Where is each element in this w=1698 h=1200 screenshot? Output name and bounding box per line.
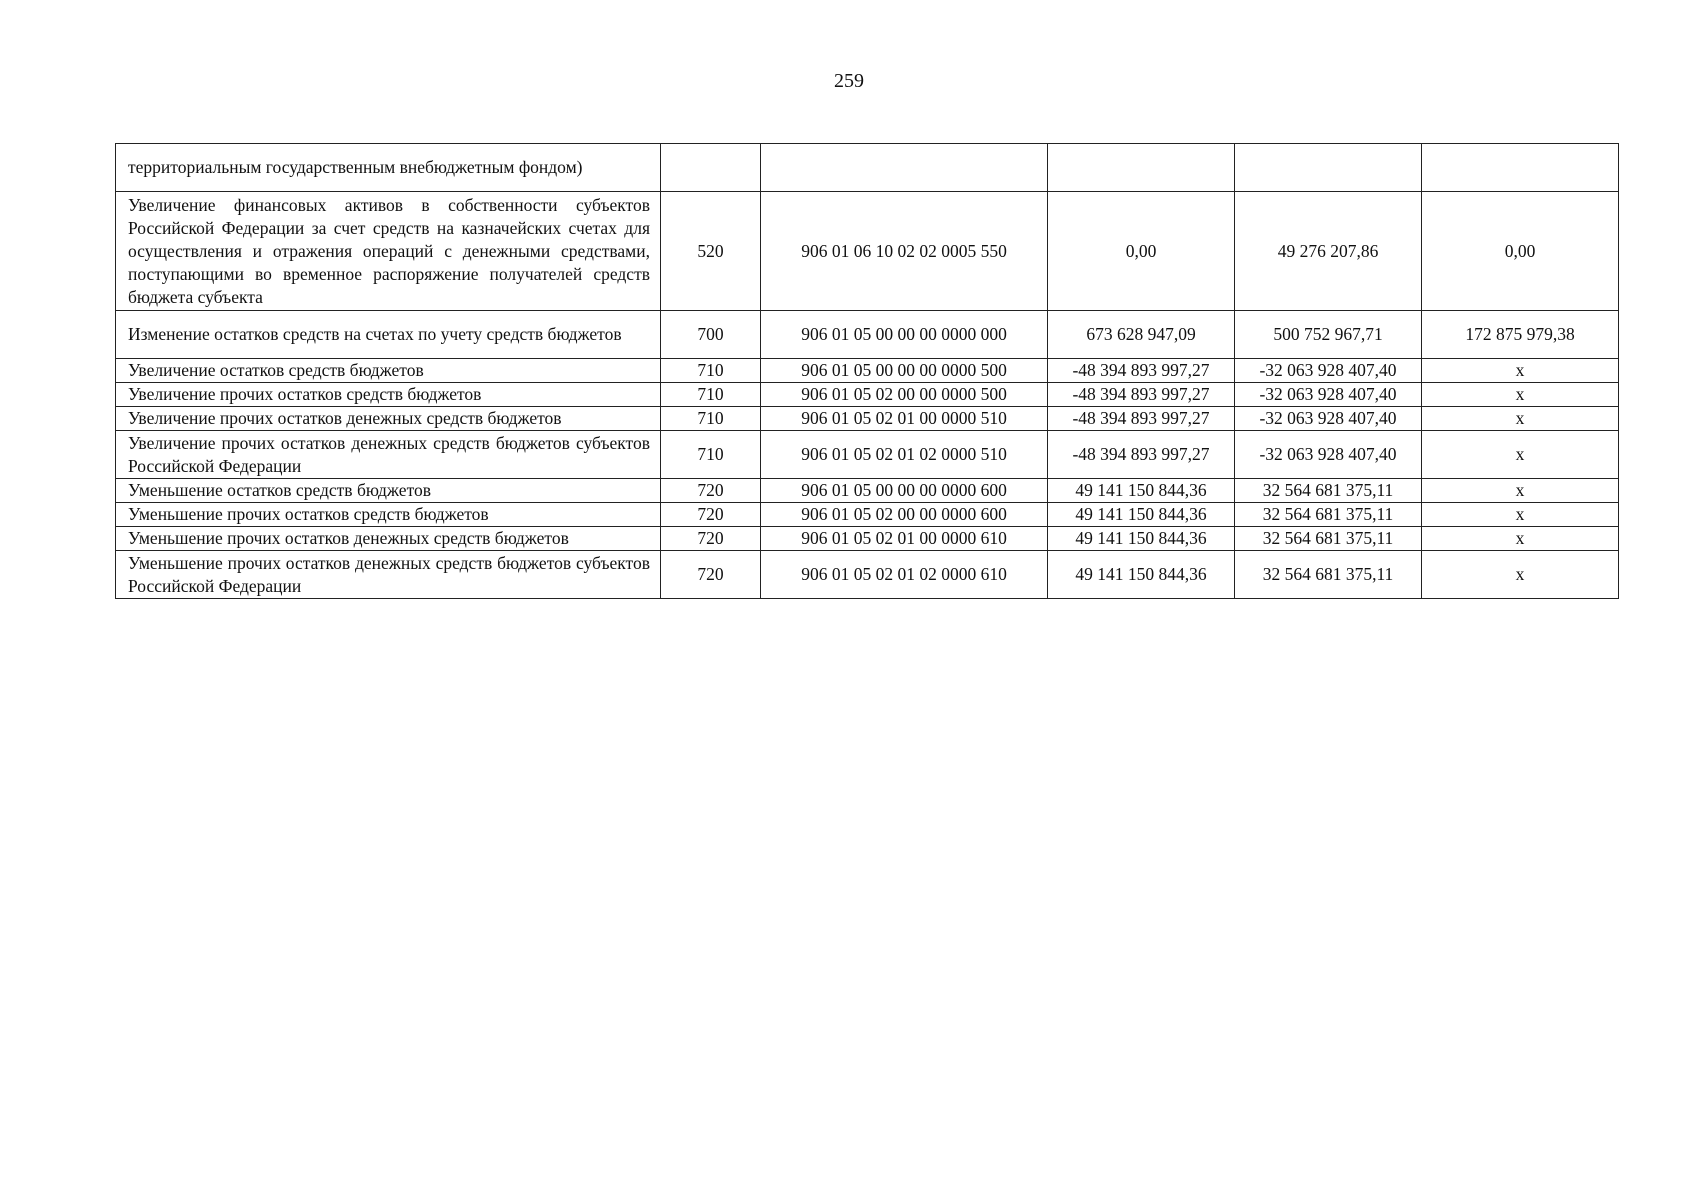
row-value-2-cell: 32 564 681 375,11 [1235,503,1422,527]
row-value-1-cell: 49 141 150 844,36 [1048,527,1235,551]
row-value-1-cell: 49 141 150 844,36 [1048,479,1235,503]
page-number: 259 [834,70,864,92]
row-name-cell: Уменьшение прочих остатков денежных средств бюджетов [116,527,661,551]
row-kbk-cell: 906 01 05 02 01 00 0000 610 [761,527,1048,551]
row-value-2-cell: -32 063 928 407,40 [1235,431,1422,479]
row-value-1-cell: -48 394 893 997,27 [1048,359,1235,383]
row-value-3-cell: x [1422,431,1619,479]
row-kbk-cell: 906 01 05 02 00 00 0000 600 [761,503,1048,527]
row-value-1-cell: -48 394 893 997,27 [1048,383,1235,407]
table-row [116,527,1619,551]
row-kbk-cell: 906 01 05 02 01 02 0000 610 [761,551,1048,599]
table-row [116,359,1619,383]
row-kbk-cell [761,144,1048,192]
row-name-cell: Увеличение прочих остатков денежных средств бюджетов субъектов Российской Федерации [116,431,661,479]
row-value-1-cell: 673 628 947,09 [1048,311,1235,359]
row-value-2-cell: -32 063 928 407,40 [1235,383,1422,407]
row-kbk-cell: 906 01 06 10 02 02 0005 550 [761,192,1048,311]
row-kbk-cell: 906 01 05 00 00 00 0000 500 [761,359,1048,383]
row-value-3-cell: x [1422,551,1619,599]
row-value-3-cell: x [1422,407,1619,431]
table-row [116,192,1619,311]
table-row [116,479,1619,503]
row-code-cell: 720 [661,479,761,503]
row-value-2-cell: -32 063 928 407,40 [1235,407,1422,431]
row-code-cell [661,144,761,192]
row-value-1-cell: -48 394 893 997,27 [1048,407,1235,431]
row-value-3-cell: x [1422,479,1619,503]
row-value-1-cell: -48 394 893 997,27 [1048,431,1235,479]
table-row [116,503,1619,527]
row-code-cell: 710 [661,407,761,431]
row-code-cell: 700 [661,311,761,359]
budget-sources-table [115,143,1619,599]
row-value-3-cell: 172 875 979,38 [1422,311,1619,359]
row-value-1-cell: 0,00 [1048,192,1235,311]
row-value-3-cell: 0,00 [1422,192,1619,311]
table-row [116,431,1619,479]
table-row [116,407,1619,431]
row-kbk-cell: 906 01 05 00 00 00 0000 000 [761,311,1048,359]
row-code-cell: 720 [661,503,761,527]
row-value-3-cell [1422,144,1619,192]
row-value-2-cell: 49 276 207,86 [1235,192,1422,311]
row-code-cell: 710 [661,431,761,479]
row-value-1-cell: 49 141 150 844,36 [1048,503,1235,527]
row-value-2-cell: -32 063 928 407,40 [1235,359,1422,383]
row-value-3-cell: x [1422,503,1619,527]
row-name-cell: Уменьшение остатков средств бюджетов [116,479,661,503]
row-name-cell: территориальным государственным внебюджетным фондом) [116,144,661,192]
row-value-2-cell: 32 564 681 375,11 [1235,479,1422,503]
row-value-2-cell: 32 564 681 375,11 [1235,527,1422,551]
row-value-2-cell [1235,144,1422,192]
row-name-cell: Увеличение прочих остатков денежных средств бюджетов [116,407,661,431]
row-name-cell: Изменение остатков средств на счетах по учету средств бюджетов [116,311,661,359]
row-code-cell: 710 [661,359,761,383]
row-name-cell: Увеличение остатков средств бюджетов [116,359,661,383]
row-kbk-cell: 906 01 05 02 01 00 0000 510 [761,407,1048,431]
row-kbk-cell: 906 01 05 02 01 02 0000 510 [761,431,1048,479]
row-code-cell: 720 [661,527,761,551]
row-code-cell: 710 [661,383,761,407]
row-value-2-cell: 500 752 967,71 [1235,311,1422,359]
table-row [116,311,1619,359]
row-code-cell: 720 [661,551,761,599]
row-kbk-cell: 906 01 05 02 00 00 0000 500 [761,383,1048,407]
row-name-cell: Уменьшение прочих остатков денежных средств бюджетов субъектов Российской Федерации [116,551,661,599]
table-row [116,551,1619,599]
row-value-3-cell: x [1422,383,1619,407]
row-value-1-cell: 49 141 150 844,36 [1048,551,1235,599]
row-name-cell: Увеличение прочих остатков средств бюджетов [116,383,661,407]
row-kbk-cell: 906 01 05 00 00 00 0000 600 [761,479,1048,503]
table-row [116,144,1619,192]
row-value-1-cell [1048,144,1235,192]
row-value-2-cell: 32 564 681 375,11 [1235,551,1422,599]
row-code-cell: 520 [661,192,761,311]
row-name-cell: Уменьшение прочих остатков средств бюджетов [116,503,661,527]
table-row [116,383,1619,407]
row-name-cell: Увеличение финансовых активов в собственности субъектов Российской Федерации за счет средств на казначейских счетах для осуществления и отражения операций с денежными средствами, поступающими во временное распоряжение получателей средств бюджета субъекта [116,192,661,311]
row-value-3-cell: x [1422,359,1619,383]
row-value-3-cell: x [1422,527,1619,551]
